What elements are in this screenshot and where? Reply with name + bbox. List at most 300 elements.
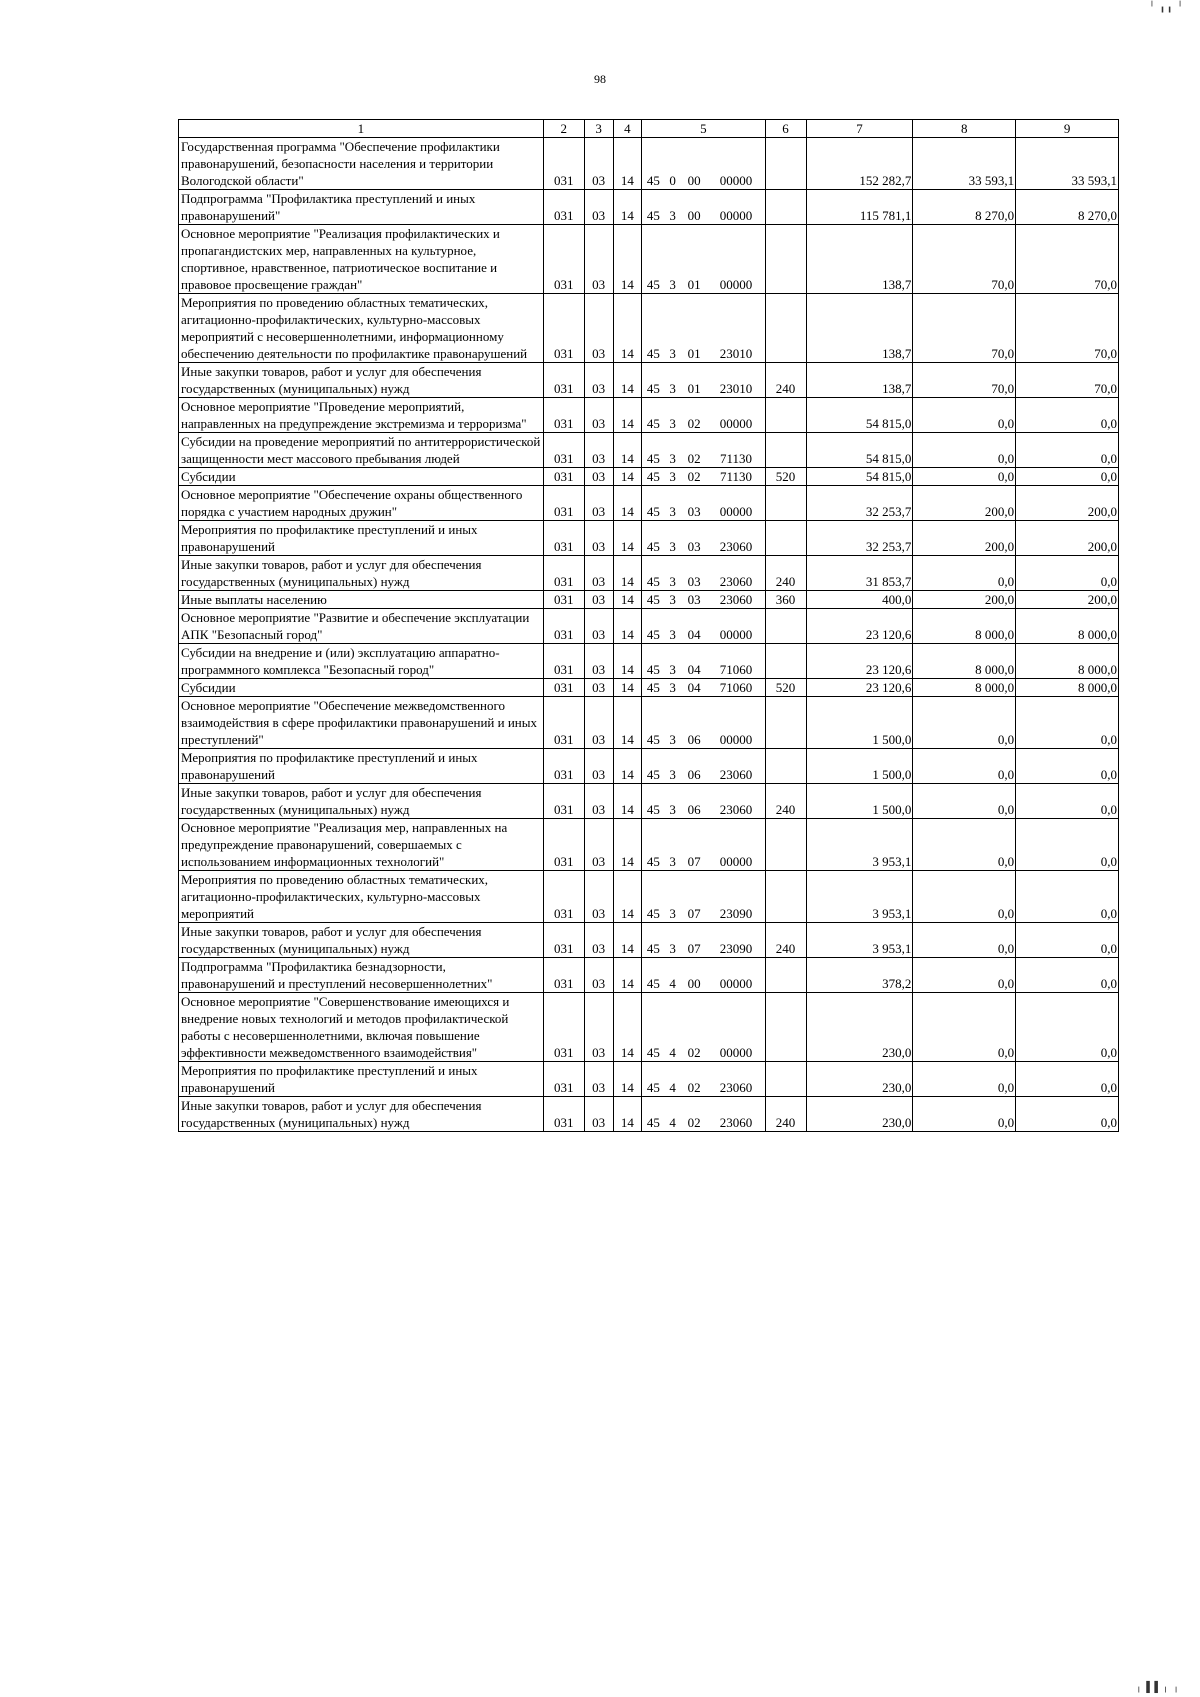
row-amount-col9-cell: 33 593,1 bbox=[1016, 138, 1119, 190]
header-cell-8: 8 bbox=[913, 120, 1016, 138]
row-subsection-cell: 14 bbox=[613, 609, 642, 644]
row-ministry-code-cell: 031 bbox=[543, 591, 584, 609]
row-target-code-part1-cell: 45 bbox=[642, 363, 665, 398]
row-amount-col7-cell: 23 120,6 bbox=[806, 679, 913, 697]
row-subsection-cell: 14 bbox=[613, 521, 642, 556]
table-row bbox=[179, 749, 1119, 784]
row-target-code-part2-cell: 3 bbox=[664, 679, 680, 697]
row-ministry-code-cell: 031 bbox=[543, 398, 584, 433]
row-expense-type-cell bbox=[765, 1062, 806, 1097]
table-row bbox=[179, 923, 1119, 958]
table-row bbox=[179, 398, 1119, 433]
table-row bbox=[179, 1062, 1119, 1097]
row-amount-col7-cell: 230,0 bbox=[806, 1097, 913, 1132]
row-ministry-code-cell: 031 bbox=[543, 294, 584, 363]
row-section-cell: 03 bbox=[584, 923, 613, 958]
row-ministry-code-cell: 031 bbox=[543, 190, 584, 225]
row-target-code-part1-cell: 45 bbox=[642, 993, 665, 1062]
header-cell-7: 7 bbox=[806, 120, 913, 138]
row-expense-type-cell bbox=[765, 993, 806, 1062]
row-ministry-code-cell: 031 bbox=[543, 225, 584, 294]
row-section-cell: 03 bbox=[584, 993, 613, 1062]
row-target-code-part2-cell: 3 bbox=[664, 871, 680, 923]
row-target-code-part2-cell: 3 bbox=[664, 225, 680, 294]
row-section-cell: 03 bbox=[584, 398, 613, 433]
row-target-code-part2-cell: 3 bbox=[664, 591, 680, 609]
row-expense-type-cell bbox=[765, 697, 806, 749]
row-ministry-code-cell: 031 bbox=[543, 1097, 584, 1132]
row-target-code-part4-cell: 23060 bbox=[707, 521, 765, 556]
row-amount-col8-cell: 0,0 bbox=[913, 819, 1016, 871]
table-row bbox=[179, 958, 1119, 993]
row-target-code-part1-cell: 45 bbox=[642, 923, 665, 958]
row-expense-type-cell bbox=[765, 486, 806, 521]
row-target-code-part1-cell: 45 bbox=[642, 784, 665, 819]
row-target-code-part2-cell: 3 bbox=[664, 556, 680, 591]
row-target-code-part2-cell: 3 bbox=[664, 521, 680, 556]
row-section-cell: 03 bbox=[584, 468, 613, 486]
scan-mark-top: ╵ ╻╻ ╵ bbox=[1148, 2, 1184, 13]
row-ministry-code-cell: 031 bbox=[543, 993, 584, 1062]
row-amount-col8-cell: 0,0 bbox=[913, 1097, 1016, 1132]
row-target-code-part2-cell: 3 bbox=[664, 398, 680, 433]
row-ministry-code-cell: 031 bbox=[543, 1062, 584, 1097]
row-amount-col9-cell: 200,0 bbox=[1016, 521, 1119, 556]
scan-mark-bottom: ╷ ▌▌╷ ╷ bbox=[1135, 1682, 1180, 1693]
row-name-cell: Субсидии bbox=[179, 468, 544, 486]
row-target-code-part2-cell: 4 bbox=[664, 993, 680, 1062]
row-name-cell: Иные закупки товаров, работ и услуг для обеспечения государственных (муниципальных) нужд bbox=[179, 1097, 544, 1132]
row-expense-type-cell: 520 bbox=[765, 679, 806, 697]
row-amount-col7-cell: 378,2 bbox=[806, 958, 913, 993]
row-name-cell: Подпрограмма "Профилактика безнадзорности, правонарушений и преступлений несовершеннолетних" bbox=[179, 958, 544, 993]
row-target-code-part2-cell: 3 bbox=[664, 468, 680, 486]
table-row bbox=[179, 679, 1119, 697]
row-target-code-part4-cell: 00000 bbox=[707, 819, 765, 871]
row-section-cell: 03 bbox=[584, 644, 613, 679]
row-expense-type-cell: 360 bbox=[765, 591, 806, 609]
row-amount-col9-cell: 0,0 bbox=[1016, 1097, 1119, 1132]
table-row bbox=[179, 1097, 1119, 1132]
row-amount-col8-cell: 0,0 bbox=[913, 871, 1016, 923]
header-cell-3: 3 bbox=[584, 120, 613, 138]
row-target-code-part3-cell: 01 bbox=[681, 294, 708, 363]
row-target-code-part1-cell: 45 bbox=[642, 556, 665, 591]
row-amount-col8-cell: 0,0 bbox=[913, 958, 1016, 993]
row-expense-type-cell bbox=[765, 225, 806, 294]
row-target-code-part4-cell: 00000 bbox=[707, 138, 765, 190]
row-section-cell: 03 bbox=[584, 819, 613, 871]
row-target-code-part4-cell: 00000 bbox=[707, 190, 765, 225]
row-ministry-code-cell: 031 bbox=[543, 521, 584, 556]
row-amount-col8-cell: 0,0 bbox=[913, 923, 1016, 958]
row-section-cell: 03 bbox=[584, 521, 613, 556]
row-name-cell: Иные закупки товаров, работ и услуг для обеспечения государственных (муниципальных) нужд bbox=[179, 556, 544, 591]
row-target-code-part2-cell: 3 bbox=[664, 486, 680, 521]
row-target-code-part1-cell: 45 bbox=[642, 749, 665, 784]
row-amount-col9-cell: 0,0 bbox=[1016, 819, 1119, 871]
table-row bbox=[179, 433, 1119, 468]
row-ministry-code-cell: 031 bbox=[543, 609, 584, 644]
row-amount-col8-cell: 33 593,1 bbox=[913, 138, 1016, 190]
row-amount-col7-cell: 54 815,0 bbox=[806, 398, 913, 433]
header-cell-5: 5 bbox=[642, 120, 765, 138]
row-target-code-part4-cell: 00000 bbox=[707, 993, 765, 1062]
row-amount-col9-cell: 0,0 bbox=[1016, 468, 1119, 486]
row-section-cell: 03 bbox=[584, 190, 613, 225]
row-target-code-part4-cell: 23060 bbox=[707, 1097, 765, 1132]
row-expense-type-cell bbox=[765, 521, 806, 556]
row-target-code-part1-cell: 45 bbox=[642, 225, 665, 294]
row-name-cell: Мероприятия по профилактике преступлений и иных правонарушений bbox=[179, 1062, 544, 1097]
row-target-code-part4-cell: 00000 bbox=[707, 609, 765, 644]
row-amount-col7-cell: 230,0 bbox=[806, 993, 913, 1062]
row-amount-col9-cell: 8 270,0 bbox=[1016, 190, 1119, 225]
row-expense-type-cell bbox=[765, 433, 806, 468]
row-amount-col7-cell: 54 815,0 bbox=[806, 433, 913, 468]
header-cell-9: 9 bbox=[1016, 120, 1119, 138]
row-ministry-code-cell: 031 bbox=[543, 644, 584, 679]
row-section-cell: 03 bbox=[584, 433, 613, 468]
row-amount-col7-cell: 23 120,6 bbox=[806, 644, 913, 679]
row-amount-col8-cell: 0,0 bbox=[913, 993, 1016, 1062]
row-target-code-part4-cell: 23010 bbox=[707, 363, 765, 398]
row-name-cell: Субсидии bbox=[179, 679, 544, 697]
row-target-code-part3-cell: 06 bbox=[681, 749, 708, 784]
row-target-code-part3-cell: 01 bbox=[681, 225, 708, 294]
row-target-code-part2-cell: 3 bbox=[664, 294, 680, 363]
row-subsection-cell: 14 bbox=[613, 644, 642, 679]
row-target-code-part3-cell: 04 bbox=[681, 609, 708, 644]
row-ministry-code-cell: 031 bbox=[543, 819, 584, 871]
row-target-code-part1-cell: 45 bbox=[642, 958, 665, 993]
row-amount-col8-cell: 8 000,0 bbox=[913, 644, 1016, 679]
row-subsection-cell: 14 bbox=[613, 556, 642, 591]
row-amount-col8-cell: 0,0 bbox=[913, 784, 1016, 819]
row-target-code-part1-cell: 45 bbox=[642, 1097, 665, 1132]
row-name-cell: Мероприятия по проведению областных тематических, агитационно-профилактических, культурно-массовых мероприятий с несовершеннолетними, информационному обеспечению деятельности по профилактике правонарушений bbox=[179, 294, 544, 363]
row-target-code-part4-cell: 23010 bbox=[707, 294, 765, 363]
table-row bbox=[179, 468, 1119, 486]
row-amount-col7-cell: 1 500,0 bbox=[806, 697, 913, 749]
row-name-cell: Основное мероприятие "Реализация профилактических и пропагандистских мер, направленных на культурное, спортивное, нравственное, патриотическое воспитание и правовое просвещение граждан" bbox=[179, 225, 544, 294]
row-amount-col7-cell: 3 953,1 bbox=[806, 923, 913, 958]
row-name-cell: Иные закупки товаров, работ и услуг для обеспечения государственных (муниципальных) нужд bbox=[179, 923, 544, 958]
table-row bbox=[179, 697, 1119, 749]
row-target-code-part3-cell: 02 bbox=[681, 1062, 708, 1097]
row-section-cell: 03 bbox=[584, 486, 613, 521]
row-expense-type-cell bbox=[765, 294, 806, 363]
table-row bbox=[179, 644, 1119, 679]
row-amount-col7-cell: 230,0 bbox=[806, 1062, 913, 1097]
row-target-code-part2-cell: 4 bbox=[664, 1097, 680, 1132]
row-section-cell: 03 bbox=[584, 871, 613, 923]
row-target-code-part2-cell: 3 bbox=[664, 609, 680, 644]
row-ministry-code-cell: 031 bbox=[543, 784, 584, 819]
row-amount-col7-cell: 32 253,7 bbox=[806, 521, 913, 556]
row-target-code-part3-cell: 07 bbox=[681, 871, 708, 923]
row-name-cell: Субсидии на проведение мероприятий по антитеррористической защищенности мест массового пребывания людей bbox=[179, 433, 544, 468]
row-target-code-part3-cell: 02 bbox=[681, 398, 708, 433]
row-target-code-part3-cell: 07 bbox=[681, 923, 708, 958]
row-expense-type-cell bbox=[765, 958, 806, 993]
row-amount-col7-cell: 115 781,1 bbox=[806, 190, 913, 225]
row-target-code-part2-cell: 3 bbox=[664, 697, 680, 749]
row-name-cell: Подпрограмма "Профилактика преступлений и иных правонарушений" bbox=[179, 190, 544, 225]
row-amount-col9-cell: 0,0 bbox=[1016, 958, 1119, 993]
row-amount-col8-cell: 200,0 bbox=[913, 486, 1016, 521]
row-amount-col9-cell: 0,0 bbox=[1016, 433, 1119, 468]
row-target-code-part2-cell: 3 bbox=[664, 784, 680, 819]
row-ministry-code-cell: 031 bbox=[543, 363, 584, 398]
row-target-code-part3-cell: 00 bbox=[681, 958, 708, 993]
row-target-code-part1-cell: 45 bbox=[642, 486, 665, 521]
table-row bbox=[179, 363, 1119, 398]
row-target-code-part4-cell: 00000 bbox=[707, 486, 765, 521]
row-amount-col8-cell: 8 000,0 bbox=[913, 679, 1016, 697]
row-target-code-part2-cell: 3 bbox=[664, 819, 680, 871]
row-expense-type-cell: 240 bbox=[765, 363, 806, 398]
table-row bbox=[179, 225, 1119, 294]
row-target-code-part3-cell: 02 bbox=[681, 468, 708, 486]
row-target-code-part3-cell: 03 bbox=[681, 556, 708, 591]
row-target-code-part4-cell: 23060 bbox=[707, 1062, 765, 1097]
row-ministry-code-cell: 031 bbox=[543, 958, 584, 993]
row-section-cell: 03 bbox=[584, 294, 613, 363]
row-target-code-part1-cell: 45 bbox=[642, 468, 665, 486]
row-subsection-cell: 14 bbox=[613, 225, 642, 294]
row-target-code-part4-cell: 00000 bbox=[707, 398, 765, 433]
row-amount-col9-cell: 0,0 bbox=[1016, 923, 1119, 958]
row-subsection-cell: 14 bbox=[613, 993, 642, 1062]
budget-table bbox=[178, 119, 1119, 1132]
header-cell-6: 6 bbox=[765, 120, 806, 138]
row-amount-col9-cell: 0,0 bbox=[1016, 556, 1119, 591]
row-target-code-part3-cell: 04 bbox=[681, 644, 708, 679]
row-subsection-cell: 14 bbox=[613, 923, 642, 958]
row-expense-type-cell bbox=[765, 190, 806, 225]
row-subsection-cell: 14 bbox=[613, 591, 642, 609]
row-target-code-part4-cell: 00000 bbox=[707, 958, 765, 993]
table-row bbox=[179, 556, 1119, 591]
row-amount-col9-cell: 0,0 bbox=[1016, 749, 1119, 784]
row-target-code-part1-cell: 45 bbox=[642, 679, 665, 697]
row-section-cell: 03 bbox=[584, 363, 613, 398]
row-section-cell: 03 bbox=[584, 784, 613, 819]
row-name-cell: Основное мероприятие "Совершенствование имеющихся и внедрение новых технологий и методов профилактической работы с несовершеннолетними, включая повышение эффективности межведомственного взаимодействия" bbox=[179, 993, 544, 1062]
table-row bbox=[179, 819, 1119, 871]
row-subsection-cell: 14 bbox=[613, 679, 642, 697]
row-ministry-code-cell: 031 bbox=[543, 923, 584, 958]
row-section-cell: 03 bbox=[584, 556, 613, 591]
row-section-cell: 03 bbox=[584, 225, 613, 294]
row-amount-col8-cell: 0,0 bbox=[913, 697, 1016, 749]
row-amount-col7-cell: 1 500,0 bbox=[806, 749, 913, 784]
row-amount-col8-cell: 8 000,0 bbox=[913, 609, 1016, 644]
row-amount-col8-cell: 0,0 bbox=[913, 468, 1016, 486]
row-target-code-part4-cell: 71060 bbox=[707, 644, 765, 679]
table-row bbox=[179, 993, 1119, 1062]
row-amount-col9-cell: 70,0 bbox=[1016, 363, 1119, 398]
row-amount-col9-cell: 0,0 bbox=[1016, 993, 1119, 1062]
table-row bbox=[179, 294, 1119, 363]
row-target-code-part1-cell: 45 bbox=[642, 644, 665, 679]
row-name-cell: Иные выплаты населению bbox=[179, 591, 544, 609]
row-target-code-part4-cell: 23060 bbox=[707, 784, 765, 819]
row-amount-col8-cell: 70,0 bbox=[913, 363, 1016, 398]
row-target-code-part1-cell: 45 bbox=[642, 819, 665, 871]
row-target-code-part4-cell: 71060 bbox=[707, 679, 765, 697]
row-target-code-part2-cell: 3 bbox=[664, 749, 680, 784]
row-section-cell: 03 bbox=[584, 679, 613, 697]
row-name-cell: Государственная программа "Обеспечение профилактики правонарушений, безопасности населения и территории Вологодской области" bbox=[179, 138, 544, 190]
row-target-code-part2-cell: 3 bbox=[664, 190, 680, 225]
row-name-cell: Основное мероприятие "Реализация мер, направленных на предупреждение правонарушений, совершаемых с использованием информационных технологий" bbox=[179, 819, 544, 871]
row-name-cell: Мероприятия по профилактике преступлений и иных правонарушений bbox=[179, 749, 544, 784]
row-amount-col7-cell: 138,7 bbox=[806, 294, 913, 363]
row-target-code-part1-cell: 45 bbox=[642, 521, 665, 556]
row-target-code-part2-cell: 3 bbox=[664, 644, 680, 679]
row-expense-type-cell bbox=[765, 398, 806, 433]
row-amount-col9-cell: 0,0 bbox=[1016, 784, 1119, 819]
row-target-code-part4-cell: 23060 bbox=[707, 591, 765, 609]
row-section-cell: 03 bbox=[584, 609, 613, 644]
row-target-code-part1-cell: 45 bbox=[642, 138, 665, 190]
row-expense-type-cell: 240 bbox=[765, 1097, 806, 1132]
row-amount-col8-cell: 200,0 bbox=[913, 591, 1016, 609]
row-subsection-cell: 14 bbox=[613, 871, 642, 923]
row-target-code-part3-cell: 00 bbox=[681, 190, 708, 225]
row-amount-col9-cell: 0,0 bbox=[1016, 398, 1119, 433]
row-amount-col9-cell: 70,0 bbox=[1016, 294, 1119, 363]
row-target-code-part2-cell: 3 bbox=[664, 363, 680, 398]
row-target-code-part3-cell: 03 bbox=[681, 486, 708, 521]
table-row bbox=[179, 784, 1119, 819]
row-subsection-cell: 14 bbox=[613, 749, 642, 784]
row-name-cell: Основное мероприятие "Проведение мероприятий, направленных на предупреждение экстремизма и терроризма" bbox=[179, 398, 544, 433]
row-target-code-part3-cell: 01 bbox=[681, 363, 708, 398]
row-ministry-code-cell: 031 bbox=[543, 468, 584, 486]
header-cell-4: 4 bbox=[613, 120, 642, 138]
header-cell-2: 2 bbox=[543, 120, 584, 138]
table-row bbox=[179, 486, 1119, 521]
table-row bbox=[179, 138, 1119, 190]
row-amount-col8-cell: 0,0 bbox=[913, 556, 1016, 591]
row-target-code-part1-cell: 45 bbox=[642, 190, 665, 225]
row-amount-col7-cell: 152 282,7 bbox=[806, 138, 913, 190]
row-target-code-part3-cell: 03 bbox=[681, 591, 708, 609]
row-subsection-cell: 14 bbox=[613, 190, 642, 225]
row-subsection-cell: 14 bbox=[613, 697, 642, 749]
row-target-code-part3-cell: 02 bbox=[681, 993, 708, 1062]
row-expense-type-cell: 240 bbox=[765, 784, 806, 819]
row-amount-col8-cell: 0,0 bbox=[913, 433, 1016, 468]
row-target-code-part1-cell: 45 bbox=[642, 398, 665, 433]
row-subsection-cell: 14 bbox=[613, 958, 642, 993]
row-target-code-part4-cell: 71130 bbox=[707, 433, 765, 468]
row-target-code-part1-cell: 45 bbox=[642, 871, 665, 923]
row-expense-type-cell: 240 bbox=[765, 556, 806, 591]
row-amount-col8-cell: 0,0 bbox=[913, 1062, 1016, 1097]
row-section-cell: 03 bbox=[584, 1062, 613, 1097]
row-expense-type-cell bbox=[765, 749, 806, 784]
row-name-cell: Основное мероприятие "Обеспечение межведомственного взаимодействия в сфере профилактики правонарушений и иных преступлений" bbox=[179, 697, 544, 749]
row-section-cell: 03 bbox=[584, 1097, 613, 1132]
row-target-code-part2-cell: 3 bbox=[664, 433, 680, 468]
row-amount-col8-cell: 8 270,0 bbox=[913, 190, 1016, 225]
row-expense-type-cell bbox=[765, 819, 806, 871]
row-amount-col7-cell: 3 953,1 bbox=[806, 819, 913, 871]
row-expense-type-cell: 520 bbox=[765, 468, 806, 486]
row-amount-col7-cell: 1 500,0 bbox=[806, 784, 913, 819]
row-amount-col7-cell: 400,0 bbox=[806, 591, 913, 609]
row-amount-col7-cell: 23 120,6 bbox=[806, 609, 913, 644]
row-ministry-code-cell: 031 bbox=[543, 697, 584, 749]
row-expense-type-cell bbox=[765, 609, 806, 644]
row-name-cell: Мероприятия по проведению областных тематических, агитационно-профилактических, культурно-массовых мероприятий bbox=[179, 871, 544, 923]
row-target-code-part4-cell: 23090 bbox=[707, 923, 765, 958]
row-target-code-part4-cell: 23090 bbox=[707, 871, 765, 923]
row-target-code-part3-cell: 00 bbox=[681, 138, 708, 190]
row-subsection-cell: 14 bbox=[613, 363, 642, 398]
row-target-code-part3-cell: 06 bbox=[681, 784, 708, 819]
row-amount-col7-cell: 32 253,7 bbox=[806, 486, 913, 521]
row-amount-col9-cell: 0,0 bbox=[1016, 1062, 1119, 1097]
row-ministry-code-cell: 031 bbox=[543, 433, 584, 468]
row-subsection-cell: 14 bbox=[613, 468, 642, 486]
row-target-code-part3-cell: 03 bbox=[681, 521, 708, 556]
row-target-code-part1-cell: 45 bbox=[642, 591, 665, 609]
row-amount-col8-cell: 0,0 bbox=[913, 749, 1016, 784]
row-amount-col9-cell: 200,0 bbox=[1016, 591, 1119, 609]
row-expense-type-cell bbox=[765, 138, 806, 190]
row-ministry-code-cell: 031 bbox=[543, 871, 584, 923]
row-target-code-part1-cell: 45 bbox=[642, 433, 665, 468]
row-amount-col7-cell: 31 853,7 bbox=[806, 556, 913, 591]
row-amount-col7-cell: 138,7 bbox=[806, 363, 913, 398]
row-target-code-part4-cell: 00000 bbox=[707, 697, 765, 749]
row-subsection-cell: 14 bbox=[613, 819, 642, 871]
row-ministry-code-cell: 031 bbox=[543, 138, 584, 190]
table-body bbox=[179, 120, 1119, 1132]
row-subsection-cell: 14 bbox=[613, 433, 642, 468]
row-target-code-part3-cell: 02 bbox=[681, 1097, 708, 1132]
row-target-code-part1-cell: 45 bbox=[642, 609, 665, 644]
row-section-cell: 03 bbox=[584, 697, 613, 749]
row-subsection-cell: 14 bbox=[613, 138, 642, 190]
row-expense-type-cell bbox=[765, 644, 806, 679]
row-section-cell: 03 bbox=[584, 591, 613, 609]
row-target-code-part2-cell: 3 bbox=[664, 923, 680, 958]
row-name-cell: Основное мероприятие "Развитие и обеспечение эксплуатации АПК "Безопасный город" bbox=[179, 609, 544, 644]
header-row bbox=[179, 120, 1119, 138]
row-section-cell: 03 bbox=[584, 958, 613, 993]
row-target-code-part3-cell: 07 bbox=[681, 819, 708, 871]
row-ministry-code-cell: 031 bbox=[543, 556, 584, 591]
row-amount-col9-cell: 8 000,0 bbox=[1016, 644, 1119, 679]
row-amount-col8-cell: 200,0 bbox=[913, 521, 1016, 556]
row-name-cell: Основное мероприятие "Обеспечение охраны общественного порядка с участием народных дружин" bbox=[179, 486, 544, 521]
row-amount-col9-cell: 70,0 bbox=[1016, 225, 1119, 294]
row-target-code-part2-cell: 4 bbox=[664, 1062, 680, 1097]
row-expense-type-cell: 240 bbox=[765, 923, 806, 958]
row-amount-col7-cell: 3 953,1 bbox=[806, 871, 913, 923]
row-expense-type-cell bbox=[765, 871, 806, 923]
page-number: 98 bbox=[594, 72, 606, 86]
row-subsection-cell: 14 bbox=[613, 398, 642, 433]
row-subsection-cell: 14 bbox=[613, 1097, 642, 1132]
row-target-code-part1-cell: 45 bbox=[642, 294, 665, 363]
